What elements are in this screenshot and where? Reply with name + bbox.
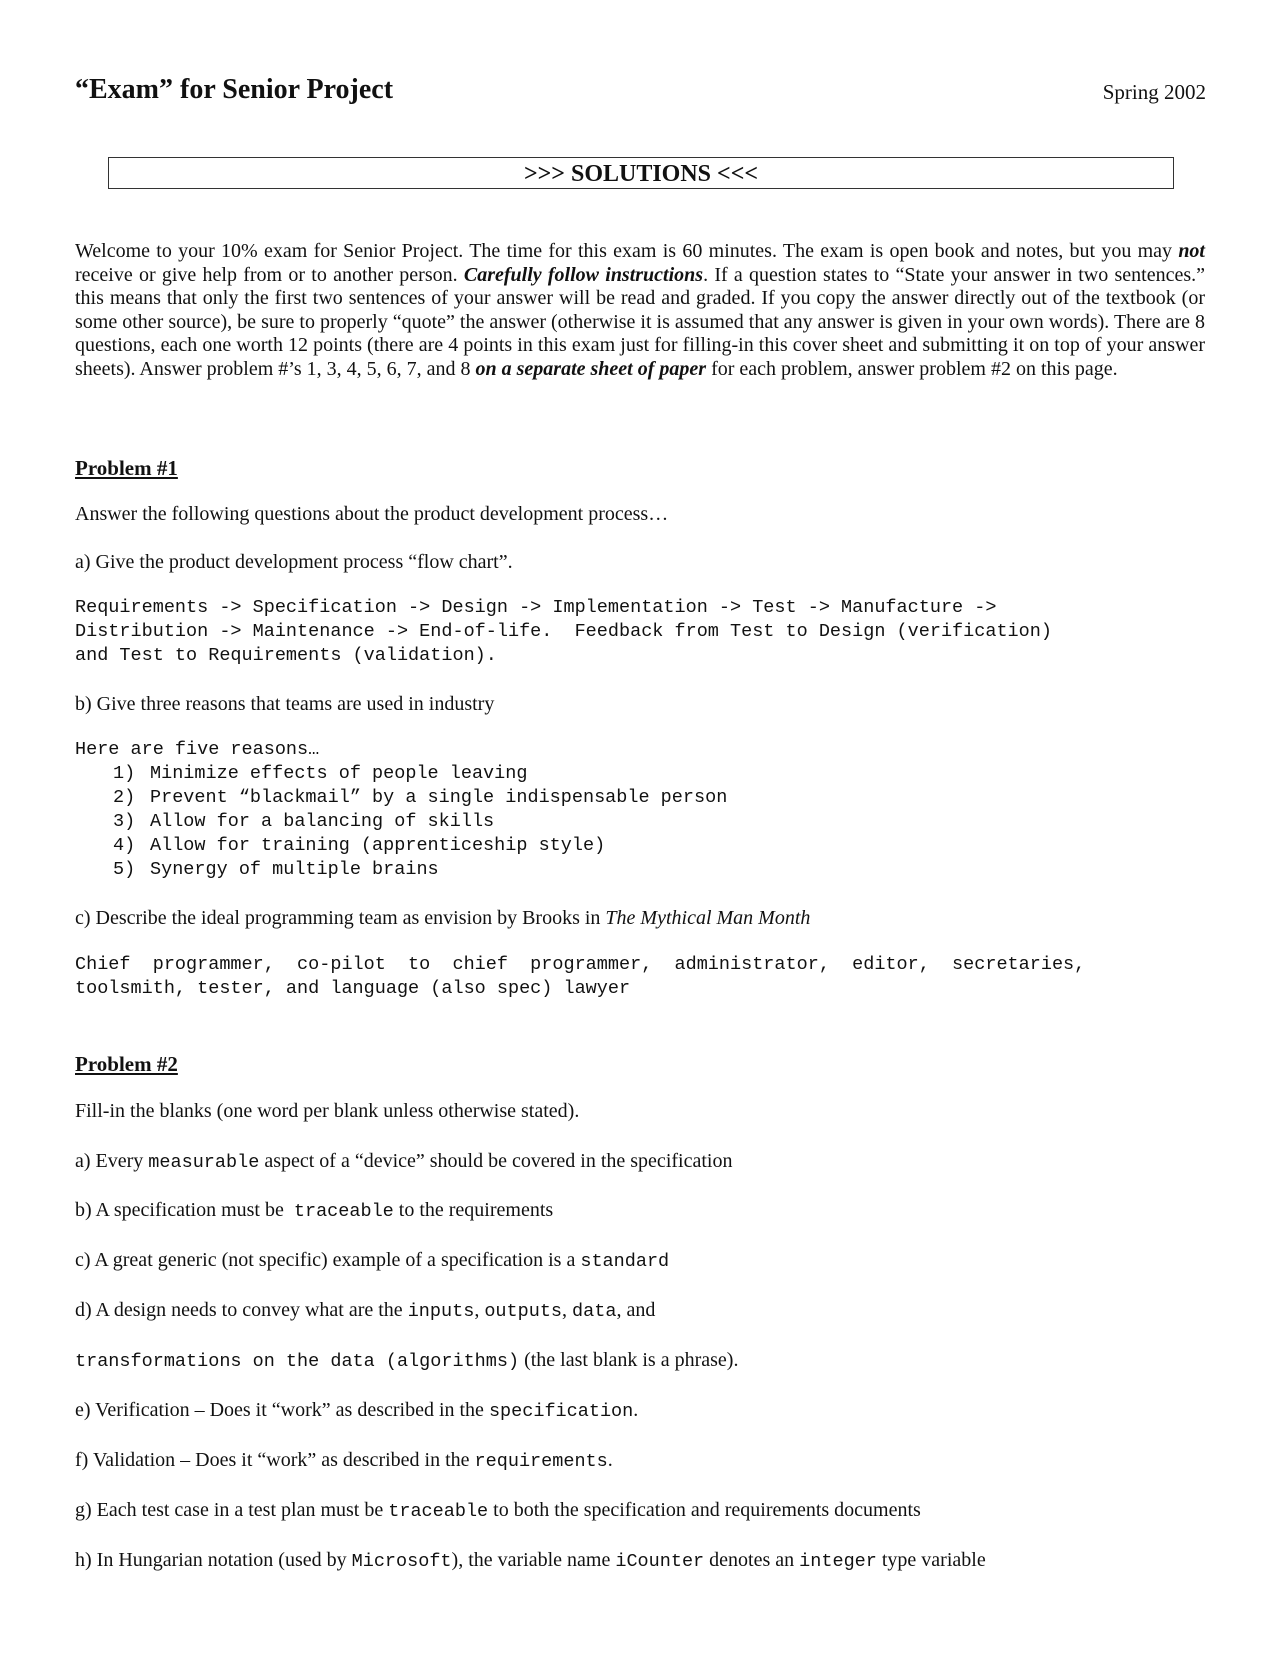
text: d) A design needs to convey what are the — [75, 1299, 408, 1321]
intro-text-2: receive or give help from or to another person. — [75, 263, 464, 286]
problem-2f — [75, 1449, 1205, 1472]
answer-line: toolsmith, tester, and language (also spec) lawyer — [75, 978, 631, 999]
page-title: “Exam” for Senior Project — [75, 74, 394, 105]
problem-2e — [75, 1399, 1205, 1422]
problem-1b-question: b) Give three reasons that teams are used in industry — [75, 693, 495, 715]
text: , — [474, 1299, 485, 1321]
fill-answer: specification — [488, 1401, 634, 1422]
question-text: c) Describe the ideal programming team as envision by Brooks in — [75, 907, 606, 929]
intro-not: not — [1178, 240, 1205, 262]
list-number: 3) — [113, 811, 136, 832]
list-item — [75, 834, 1205, 858]
fill-answer: outputs — [484, 1301, 563, 1322]
list-text: Allow for training (apprenticeship style) — [150, 835, 606, 856]
problem-2d — [75, 1299, 1205, 1322]
list-text: Prevent “blackmail” by a single indispensable person — [150, 787, 728, 808]
fill-answer: standard — [580, 1251, 670, 1272]
problem-2c — [75, 1249, 1205, 1272]
list-number: 1) — [113, 763, 136, 784]
text: , — [562, 1299, 573, 1321]
text: , and — [616, 1299, 656, 1321]
fill-answer: traceable — [388, 1501, 489, 1522]
list-text: Allow for a balancing of skills — [150, 811, 495, 832]
problem-1-heading: Problem #1 — [75, 456, 178, 480]
fill-answer: integer — [799, 1551, 877, 1572]
fill-answer: inputs — [407, 1301, 475, 1322]
text: aspect of a “device” should be covered in the specification — [259, 1150, 733, 1172]
text: type variable — [876, 1549, 986, 1571]
intro-paragraph — [75, 240, 1205, 381]
intro-text-3: . If a question states to “State your answer in two sentences.” this means that only the first two sentences of your answer will be read and graded. If you copy the answer directly out of the textbook (or some other source), be sure to properly “quote” the answer (otherwise it is assumed that any answer is given in your own words). There are 8 questions, each one worth 12 points (there are 4 points in this exam just for filling-in this cover sheet and submitting it on top of your answer sheets). Answer problem #’s 1, 3, 4, 5, 6, 7, and 8 — [75, 263, 1206, 380]
list-number: 2) — [113, 787, 136, 808]
list-item — [75, 786, 1205, 810]
text: b) A specification must be — [75, 1199, 294, 1221]
problem-2-heading: Problem #2 — [75, 1052, 178, 1076]
list-item — [75, 762, 1205, 786]
solutions-banner: >>> SOLUTIONS <<< — [108, 157, 1174, 189]
book-title: The Mythical Man Month — [605, 907, 811, 929]
list-number: 5) — [113, 859, 136, 880]
answer-intro: Here are five reasons… — [75, 739, 320, 760]
text: to the requirements — [393, 1199, 554, 1221]
answer-line: Chief programmer, co-pilot to chief programmer, administrator, editor, secretaries, — [75, 954, 1086, 975]
problem-1a-answer — [75, 596, 1205, 668]
fill-answer: requirements — [474, 1451, 608, 1472]
fill-answer: transformations on the data (algorithms) — [75, 1351, 520, 1372]
text: . — [633, 1399, 639, 1421]
intro-text-4: for each problem, answer problem #2 on this page. — [706, 357, 1118, 380]
fill-answer: Microsoft — [351, 1551, 452, 1572]
list-text: Minimize effects of people leaving — [150, 763, 528, 784]
text: c) A great generic (not specific) example of a specification is a — [75, 1249, 581, 1271]
list-item — [75, 858, 1205, 882]
problem-1-prompt: Answer the following questions about the product development process… — [75, 503, 669, 525]
fill-answer: iCounter — [615, 1551, 705, 1572]
list-item — [75, 810, 1205, 834]
problem-1a-question: a) Give the product development process “flow chart”. — [75, 551, 513, 573]
text: . — [607, 1449, 613, 1471]
problem-1c-answer — [75, 953, 1205, 1001]
problem-2h — [75, 1549, 1205, 1572]
answer-line: Requirements -> Specification -> Design -> Implementation -> Test -> Manufacture -> — [75, 597, 997, 618]
text: ), the variable name — [451, 1549, 616, 1571]
problem-2-prompt: Fill-in the blanks (one word per blank unless otherwise stated). — [75, 1100, 580, 1122]
intro-text-1: Welcome to your 10% exam for Senior Project. The time for this exam is 60 minutes. The exam is open book and notes, but you may — [75, 240, 1179, 262]
text: g) Each test case in a test plan must be — [75, 1499, 389, 1521]
problem-1c-question — [75, 907, 1205, 930]
problem-1b-answer — [75, 738, 1205, 882]
list-text: Synergy of multiple brains — [150, 859, 439, 880]
problem-2a — [75, 1150, 1205, 1173]
answer-line: Distribution -> Maintenance -> End-of-life. Feedback from Test to Design (verification) — [75, 621, 1052, 642]
intro-separate: on a separate sheet of paper — [475, 357, 707, 380]
text: f) Validation – Does it “work” as described in the — [75, 1449, 475, 1471]
answer-line: and Test to Requirements (validation). — [75, 645, 497, 666]
text: h) In Hungarian notation (used by — [75, 1549, 352, 1571]
intro-careful: Carefully follow instructions — [463, 263, 704, 286]
text: a) Every — [75, 1150, 149, 1172]
fill-answer: traceable — [293, 1201, 394, 1222]
problem-2b — [75, 1199, 1205, 1222]
problem-2d-continued — [75, 1349, 1205, 1372]
text: (the last blank is a phrase). — [519, 1349, 739, 1371]
term-label: Spring 2002 — [1102, 80, 1206, 104]
text: e) Verification – Does it “work” as described in the — [75, 1399, 489, 1421]
fill-answer: data — [572, 1301, 617, 1322]
reasons-list — [75, 762, 1205, 882]
fill-answer: measurable — [148, 1152, 260, 1173]
problem-2g — [75, 1499, 1205, 1522]
text: denotes an — [704, 1549, 800, 1571]
text: to both the specification and requirements documents — [488, 1499, 921, 1521]
list-number: 4) — [113, 835, 136, 856]
